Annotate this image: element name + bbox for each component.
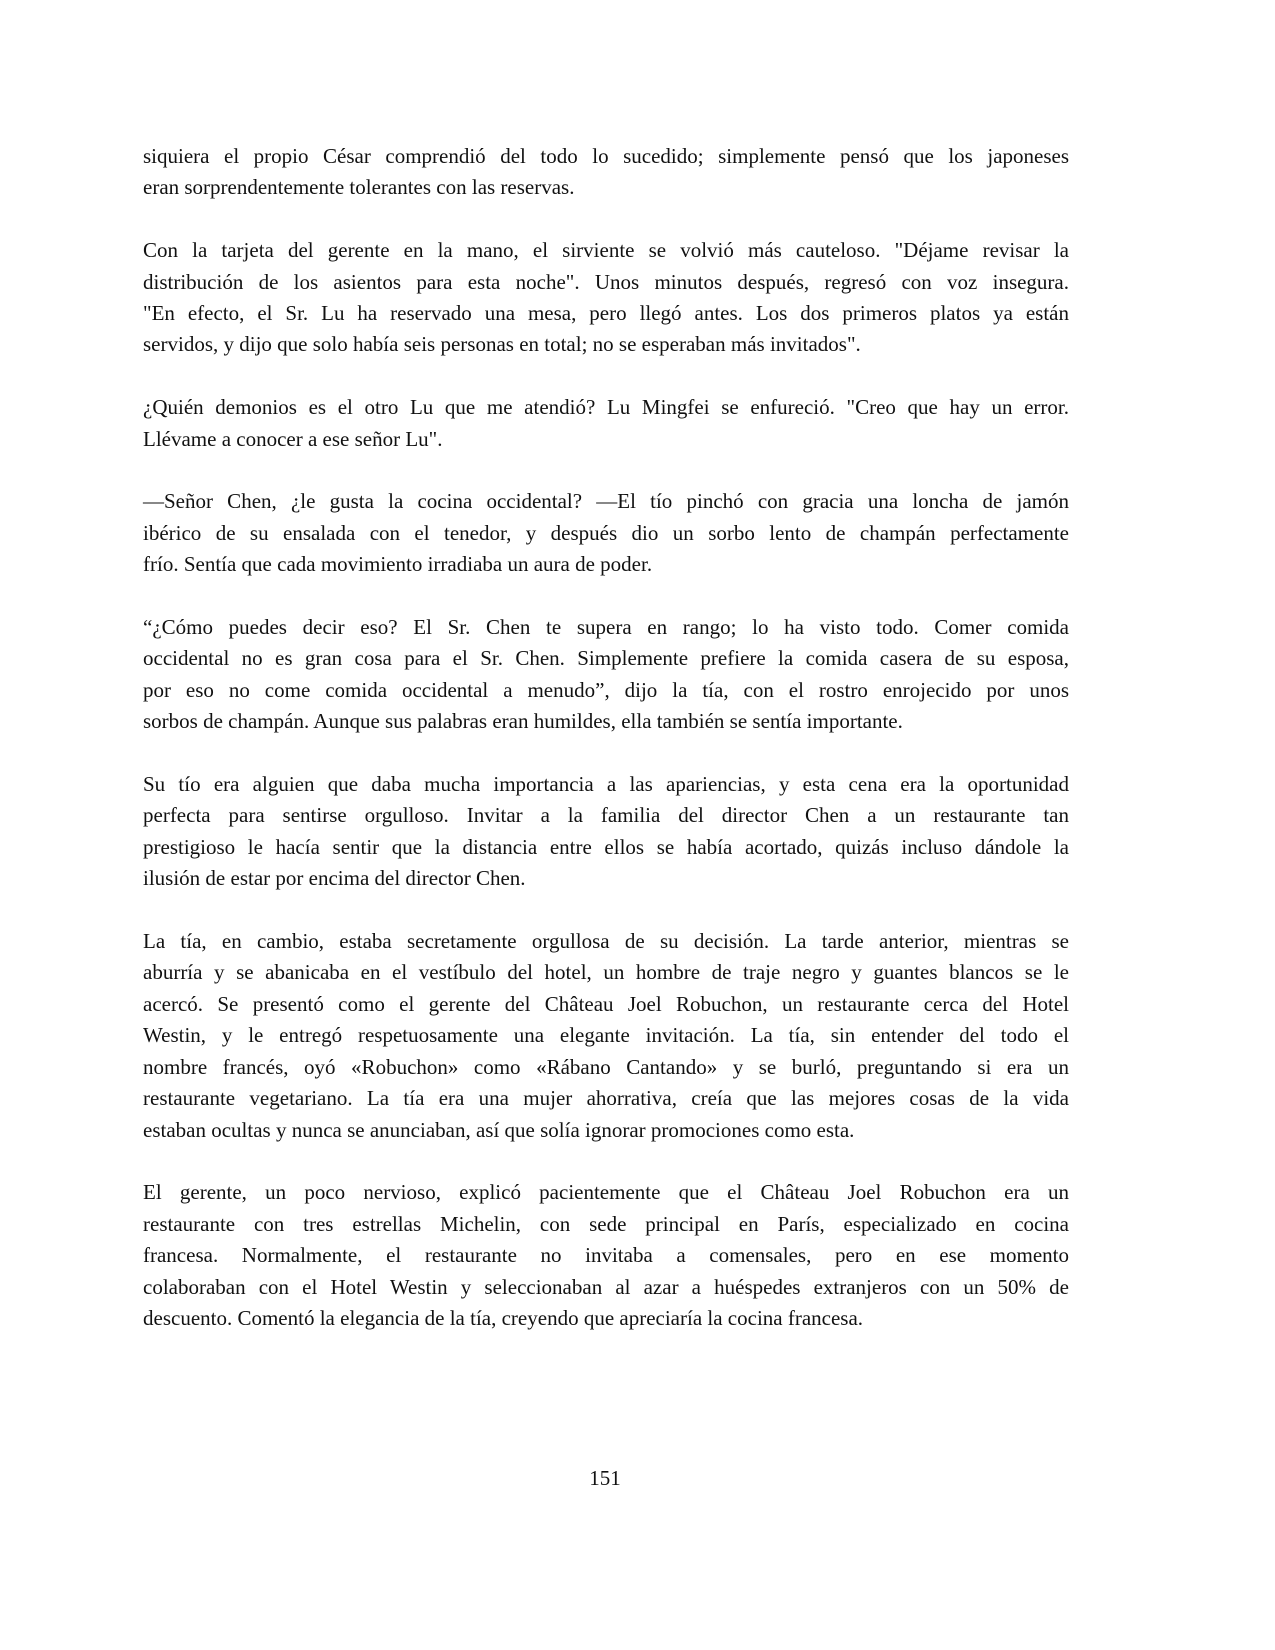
text-line: colaboraban con el Hotel Westin y seleccionaban al azar a huéspedes extranjeros con un 50% de <box>143 1274 1069 1299</box>
text-line: Su tío era alguien que daba mucha importancia a las apariencias, y esta cena era la oportunidad <box>143 772 1069 797</box>
paragraph <box>143 926 1069 1146</box>
text-line: servidos, y dijo que solo había seis personas en total; no se esperaban más invitados". <box>143 332 861 357</box>
paragraph <box>143 612 1069 738</box>
text-line: restaurante con tres estrellas Michelin, con sede principal en París, especializado en cocina <box>143 1211 1069 1236</box>
text-line: La tía, en cambio, estaba secretamente orgullosa de su decisión. La tarde anterior, mientras se <box>143 929 1069 954</box>
text-line: frío. Sentía que cada movimiento irradiaba un aura de poder. <box>143 552 653 577</box>
text-line: —Señor Chen, ¿le gusta la cocina occidental? —El tío pinchó con gracia una loncha de jamón <box>143 489 1069 514</box>
text-line: ¿Quién demonios es el otro Lu que me atendió? Lu Mingfei se enfureció. "Creo que hay un error. <box>143 395 1069 420</box>
text-line: eran sorprendentemente tolerantes con las reservas. <box>143 175 575 200</box>
paragraph <box>143 486 1069 580</box>
text-line: ilusión de estar por encima del director Chen. <box>143 866 526 891</box>
text-line: perfecta para sentirse orgulloso. Invitar a la familia del director Chen a un restaurante tan <box>143 803 1069 828</box>
text-line: estaban ocultas y nunca se anunciaban, así que solía ignorar promociones como esta. <box>143 1117 855 1142</box>
text-line: aburría y se abanicaba en el vestíbulo del hotel, un hombre de traje negro y guantes blancos se le <box>143 960 1069 985</box>
text-line: siquiera el propio César comprendió del todo lo sucedido; simplemente pensó que los japoneses <box>143 144 1069 168</box>
text-line: Llévame a conocer a ese señor Lu". <box>143 426 443 451</box>
paragraph <box>143 769 1069 895</box>
text-line: Con la tarjeta del gerente en la mano, el sirviente se volvió más cauteloso. "Déjame revisar la <box>143 238 1069 263</box>
text-line: nombre francés, oyó «Robuchon» como «Rábano Cantando» y se burló, preguntando si era un <box>143 1054 1069 1079</box>
paragraph <box>143 392 1069 455</box>
text-line: francesa. Normalmente, el restaurante no invitaba a comensales, pero en ese momento <box>143 1243 1069 1268</box>
text-line: descuento. Comentó la elegancia de la tía, creyendo que apreciaría la cocina francesa. <box>143 1305 864 1330</box>
page-number: 151 <box>589 1466 621 1490</box>
text-line: “¿Cómo puedes decir eso? El Sr. Chen te supera en rango; lo ha visto todo. Comer comida <box>143 615 1069 640</box>
text-line: ibérico de su ensalada con el tenedor, y después dio un sorbo lento de champán perfectamente <box>143 520 1069 545</box>
text-line: El gerente, un poco nervioso, explicó pacientemente que el Château Joel Robuchon era un <box>143 1180 1069 1205</box>
text-line: Westin, y le entregó respetuosamente una elegante invitación. La tía, sin entender del todo el <box>143 1023 1069 1048</box>
text-line: occidental no es gran cosa para el Sr. Chen. Simplemente prefiere la comida casera de su esposa, <box>143 646 1069 671</box>
text-line: sorbos de champán. Aunque sus palabras eran humildes, ella también se sentía importante. <box>143 709 903 734</box>
paragraph <box>143 235 1069 361</box>
paragraph <box>143 1177 1069 1334</box>
text-line: acercó. Se presentó como el gerente del Château Joel Robuchon, un restaurante cerca del Hotel <box>143 991 1069 1016</box>
text-line: restaurante vegetariano. La tía era una mujer ahorrativa, creía que las mejores cosas de la vida <box>143 1086 1069 1111</box>
paragraph <box>143 141 1069 204</box>
text-line: por eso no come comida occidental a menudo”, dijo la tía, con el rostro enrojecido por unos <box>143 677 1069 702</box>
page-body <box>143 141 1069 1366</box>
text-line: "En efecto, el Sr. Lu ha reservado una mesa, pero llegó antes. Los dos primeros platos ya están <box>143 301 1069 326</box>
text-line: prestigioso le hacía sentir que la distancia entre ellos se había acortado, quizás incluso dándole la <box>143 834 1069 859</box>
text-line: distribución de los asientos para esta noche". Unos minutos después, regresó con voz insegura. <box>143 269 1069 294</box>
